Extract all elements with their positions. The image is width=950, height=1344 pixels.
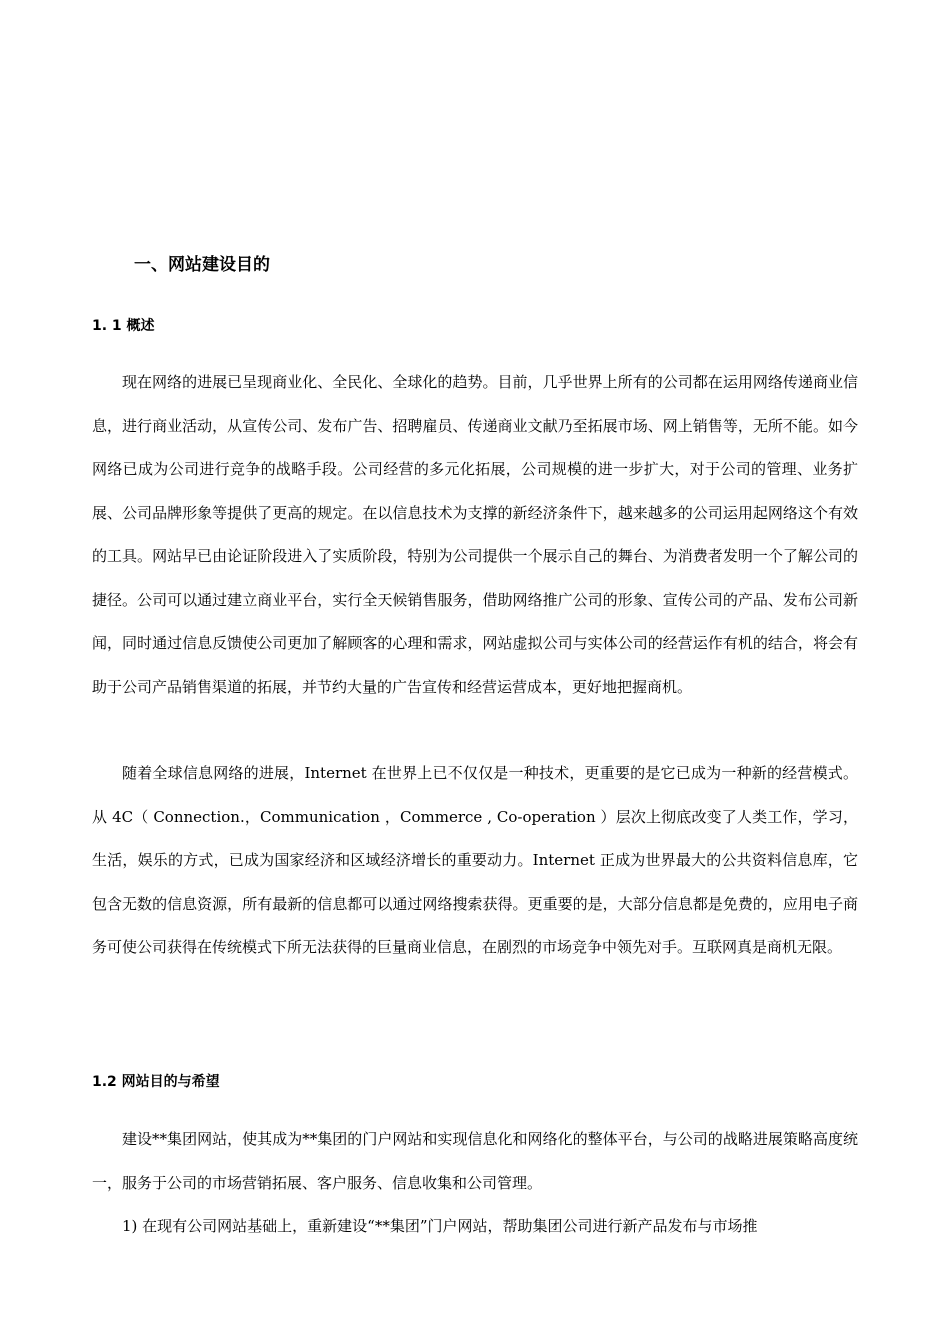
- paragraph-overview-1: 现在网络的进展已呈现商业化、全民化、全球化的趋势。目前，几乎世界上所有的公司都在运用网络传递商业信息，进行商业活动，从宣传公司、发布广告、招聘雇员、传递商业文献乃至拓展市场、网上销售等，无所不能。如今网络已成为公司进行竞争的战略手段。公司经营的多元化拓展，公司规模的进一步扩大，对于公司的管理、业务扩展、公司品牌形象等提供了更高的规定。在以信息技术为支撑的新经济条件下，越来越多的公司运用起网络这个有效的工具。网站早已由论证阶段进入了实质阶段，特别为公司提供一个展示自己的舞台、为消费者发明一个了解公司的捷径。公司可以通过建立商业平台，实行全天候销售服务，借助网络推广公司的形象、宣传公司的产品、发布公司新闻，同时通过信息反馈使公司更加了解顾客的心理和需求，网站虚拟公司与实体公司的经营运作有机的结合，将会有助于公司产品销售渠道的拓展，并节约大量的广告宣传和经营运营成本，更好地把握商机。: [92, 373, 858, 696]
- subsection-heading-overview: 1. 1 概述: [92, 318, 155, 334]
- paragraph-goals-1: 建设**集团网站，使其成为**集团的门户网站和实现信息化和网络化的整体平台，与公司的战略进展策略高度统一，服务于公司的市场营销拓展、客户服务、信息收集和公司管理。: [92, 1130, 858, 1192]
- section-heading: 一、网站建设目的: [134, 255, 270, 275]
- subsection-heading-goals: 1.2 网站目的与希望: [92, 1074, 220, 1090]
- paragraph-overview-2: 随着全球信息网络的进展，Internet 在世界上已不仅仅是一种技术，更重要的是它已成为一种新的经营模式。从 4C（ Connection.，Communication ，Commerce , Co-operation ）层次上彻底改变了人类工作，学习，生活，娱乐的方式，已成为国家经济和区域经济增长的重要动力。Internet 正成为世界最大的公共资料信息库，它包含无数的信息资源，所有最新的信息都可以通过网络搜索获得。更重要的是，大部分信息都是免费的，应用电子商务可使公司获得在传统模式下所无法获得的巨量商业信息，在剧烈的市场竞争中领先对手。互联网真是商机无限。: [92, 764, 858, 956]
- paragraph-goals-2: 1) 在现有公司网站基础上，重新建设“**集团”门户网站，帮助集团公司进行新产品发布与市场推: [122, 1217, 758, 1235]
